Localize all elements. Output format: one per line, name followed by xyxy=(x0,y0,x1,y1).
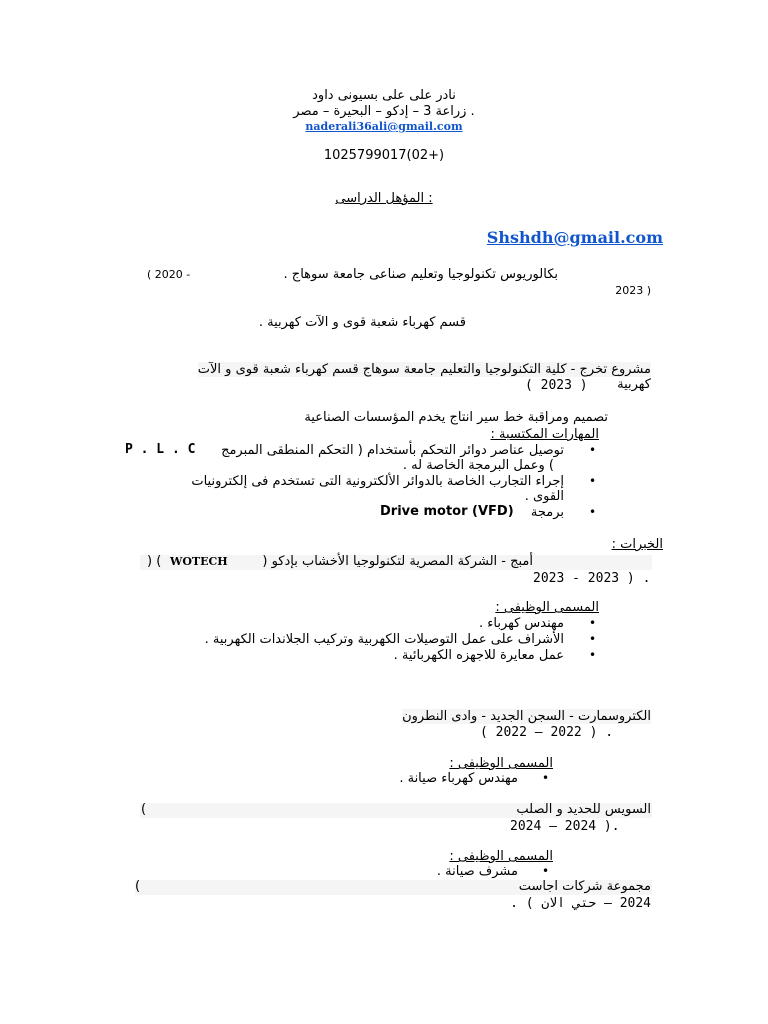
job1-title-heading: المسمى الوظيفى : xyxy=(495,600,599,615)
project-line2: كهربية xyxy=(617,377,651,392)
qualification-heading: المؤهل الدراسى : xyxy=(335,191,433,206)
job1-duty3: عمل معايرة للاجهزه الكهربائية . xyxy=(393,648,564,663)
job4-company: مجموعة شركات اجاست xyxy=(518,879,651,894)
project-title: تصميم ومراقبة خط سير انتاج يخدم المؤسسات الصناعية xyxy=(304,410,608,425)
job1-company-close: ) ( xyxy=(147,554,162,569)
job1-company-en: WOTECH xyxy=(170,555,228,568)
job1-company: أمبج - الشركة المصرية لتكنولوجيا الأخشاب بإدكو ( xyxy=(262,554,533,569)
bullet-icon: • xyxy=(589,474,597,488)
skill1-line2: ) وعمل البرمجة الخاصة له . xyxy=(402,458,554,473)
phone: 1025799017(02+) xyxy=(323,148,445,163)
bullet-icon: • xyxy=(589,616,597,630)
bullet-icon: • xyxy=(542,771,550,785)
skill1-line1: توصيل عناصر دوائر التحكم بأستخدام ( التحكم المنطقى المبرمج xyxy=(221,443,564,458)
degree: بكالوريوس تكنولوجيا وتعليم صناعى جامعة سوهاج . xyxy=(283,267,558,282)
skill3-label: برمجة xyxy=(530,505,564,520)
bullet-icon: • xyxy=(589,632,597,646)
job1-dates: 2023 - 2023 ) . xyxy=(533,571,651,586)
skill3-vfd: Drive motor (VFD) xyxy=(380,504,514,519)
skill2-line1: إجراء التجارب الخاصة بالدوائر الألكترونية التى تستخدم فى إلكترونيات xyxy=(191,474,564,489)
bullet-icon: • xyxy=(589,443,597,457)
job2-duty: مهندس كهرباء صيانة . xyxy=(399,771,518,786)
job3-title-heading: المسمى الوظيفى : xyxy=(449,849,553,864)
header-email-link[interactable]: naderali36ali@gmail.com xyxy=(305,120,463,133)
job2-company: الكتروسمارت - السجن الجديد - وادى النطرون xyxy=(402,709,651,724)
job4-paren: ( xyxy=(135,879,141,894)
bullet-icon: • xyxy=(589,648,597,662)
skill2-line2: القوى . xyxy=(524,489,564,504)
bullet-icon: • xyxy=(589,505,597,519)
degree-years-start: ( 2020 - xyxy=(147,268,191,281)
job3-company: السويس للحديد و الصلب xyxy=(516,802,651,817)
name: نادر على على بسيونى داود xyxy=(312,88,456,103)
skills-heading: المهارات المكتسبة : xyxy=(490,427,599,442)
job2-dates: ( 2022 – 2022 ) . xyxy=(480,725,614,740)
job3-dates: 2024 – 2024 ). xyxy=(510,819,620,834)
department: قسم كهرباء شعبة قوى و الآت كهربية . xyxy=(258,315,466,330)
experience-heading: الخبرات : xyxy=(611,537,663,552)
job2-title-heading: المسمى الوظيفى : xyxy=(449,756,553,771)
job3-duty: مشرف صيانة . xyxy=(436,864,518,879)
job4-dates: 2024 – حتي الان ) . xyxy=(510,896,651,911)
skill1-plc: P . L . C xyxy=(125,442,196,457)
project-year: ( 2023 ) xyxy=(525,378,588,393)
address: زراعة 3 – إدكو – البحيرة – مصر . xyxy=(293,104,475,119)
job3-paren: ( xyxy=(141,802,147,817)
bullet-icon: • xyxy=(542,864,550,878)
project-line1: مشروع تخرج - كلية التكنولوجيا والتعليم جامعة سوهاج قسم كهرباء شعبة قوى و الآت xyxy=(197,362,651,377)
job1-duty2: الأشراف على عمل التوصيلات الكهربية وتركيب الجلاندات الكهربية . xyxy=(204,632,564,647)
degree-years-end: 2023 ) xyxy=(615,284,651,297)
big-email-link[interactable]: Shshdh@gmail.com xyxy=(486,228,663,247)
job1-duty1: مهندس كهرباء . xyxy=(478,616,564,631)
